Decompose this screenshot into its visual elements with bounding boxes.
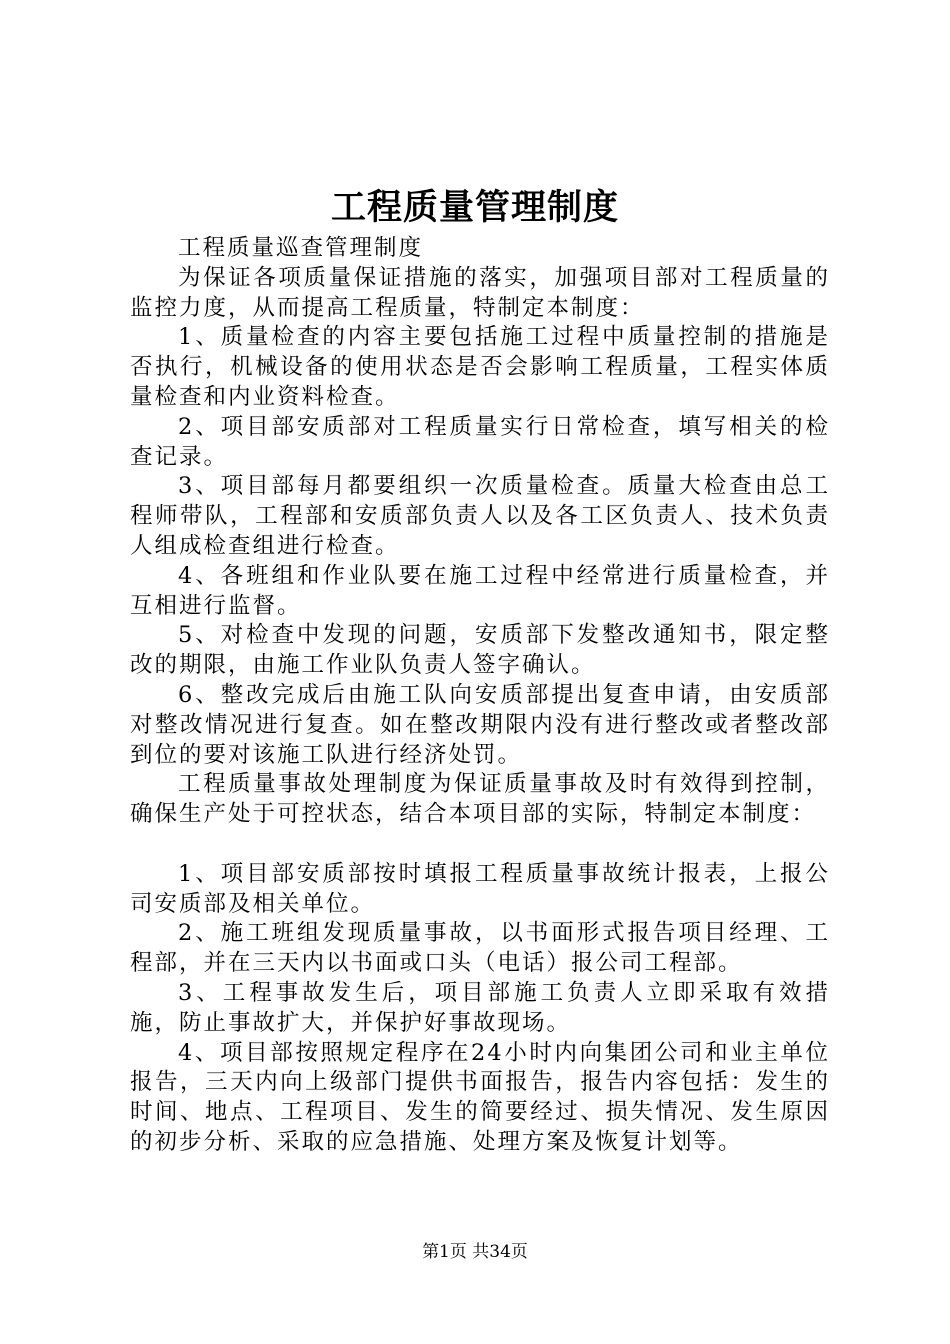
paragraph: 2、项目部安质部对工程质量实行日常检查，填写相关的检查记录。 — [130, 413, 830, 470]
paragraph: 3、项目部每月都要组织一次质量检查。质量大检查由总工程师带队，工程部和安质部负责人以及各工区负责人、技术负责人组成检查组进行检查。 — [130, 473, 830, 559]
paragraph: 为保证各项质量保证措施的落实，加强项目部对工程质量的监控力度，从而提高工程质量，特制定本制度： — [130, 264, 830, 321]
paragraph: 5、对检查中发现的问题，安质部下发整改通知书，限定整改的期限，由施工作业队负责人签字确认。 — [130, 622, 830, 679]
paragraph: 4、各班组和作业队要在施工过程中经常进行质量检查，并互相进行监督。 — [130, 562, 830, 619]
paragraph: 4、项目部按照规定程序在24小时内向集团公司和业主单位报告，三天内向上级部门提供书面报告，报告内容包括：发生的时间、地点、工程项目、发生的简要经过、损失情况、发生原因的初步分析、采取的应急措施、处理方案及恢复计划等。 — [130, 1039, 830, 1155]
paragraph: 6、整改完成后由施工队向安质部提出复查申请，由安质部对整改情况进行复查。如在整改期限内没有进行整改或者整改部到位的要对该施工队进行经济处罚。 — [130, 681, 830, 768]
section-heading-accident: 工程质量事故处理制度为保证质量事故及时有效得到控制，确保生产处于可控状态，结合本项目部的实际，特制定本制度： — [130, 771, 830, 828]
section-heading-inspection: 工程质量巡查管理制度 — [178, 235, 424, 261]
document-body — [130, 234, 830, 1158]
paragraph: 2、施工班组发现质量事故，以书面形式报告项目经理、工程部，并在三天内以书面或口头（电话）报公司工程部。 — [130, 920, 830, 977]
page-footer: 第1页 共34页 — [422, 1242, 528, 1262]
document-title: 工程质量管理制度 — [330, 187, 619, 228]
paragraph: 3、工程事故发生后，项目部施工负责人立即采取有效措施，防止事故扩大，并保护好事故现场。 — [130, 979, 830, 1036]
paragraph: 1、项目部安质部按时填报工程质量事故统计报表，上报公司安质部及相关单位。 — [130, 860, 830, 917]
paragraph: 1、质量检查的内容主要包括施工过程中质量控制的措施是否执行，机械设备的使用状态是否会影响工程质量，工程实体质量检查和内业资料检查。 — [130, 324, 830, 410]
blank-line — [130, 830, 830, 860]
